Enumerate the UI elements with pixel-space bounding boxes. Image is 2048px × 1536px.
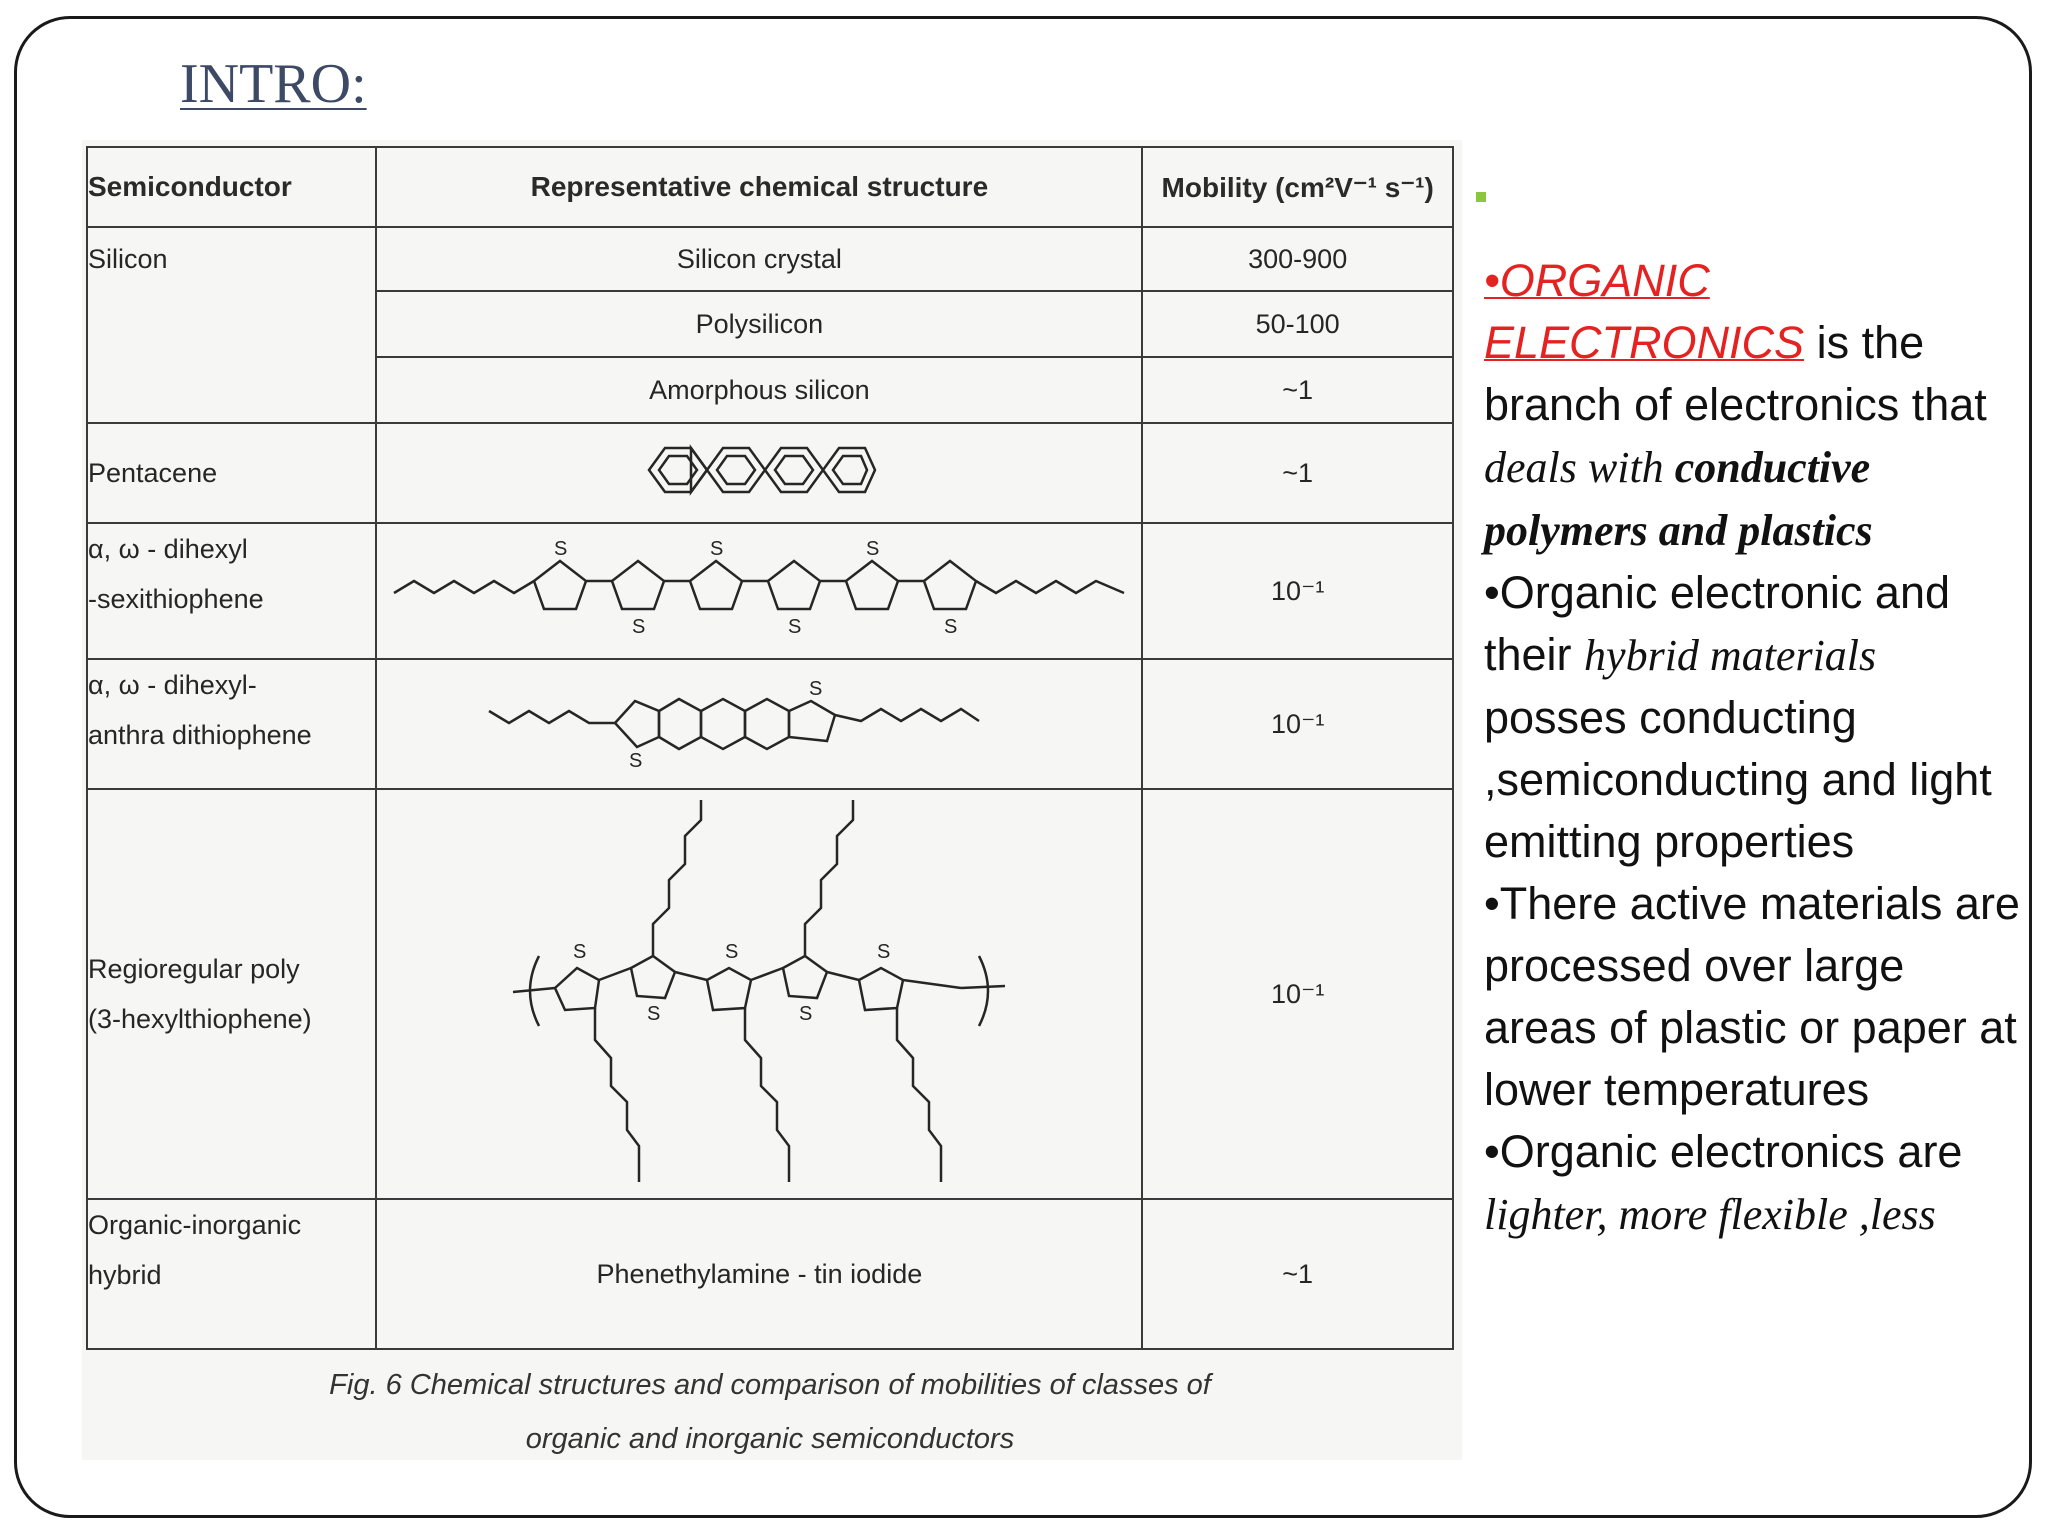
cell-mobility: ~1 [1142, 357, 1453, 423]
header-mobility: Mobility (cm²V⁻¹ s⁻¹) [1142, 147, 1453, 227]
sulfur-label: S [647, 1002, 661, 1025]
p3ht-structure [499, 796, 1019, 1186]
cell-mobility: 10⁻¹ [1142, 659, 1453, 789]
caption-line2: organic and inorganic semiconductors [525, 1423, 1015, 1455]
text-run: •Organic electronics are [1484, 1126, 1963, 1177]
sulfur-label: S [809, 677, 823, 700]
cell-semiconductor: Silicon [87, 227, 376, 423]
sulfur-label: S [554, 537, 568, 560]
text-run: is the branch of electronics that [1484, 317, 1987, 430]
table-row [87, 659, 1453, 789]
sexithiophene-structure [384, 533, 1134, 643]
sulfur-label: S [788, 615, 802, 638]
semiconductor-name-line2: (3-hexylthiophene) [88, 1004, 312, 1034]
table-row [87, 523, 1453, 659]
table-row [87, 227, 1453, 291]
slide-body-text [1484, 250, 2024, 1246]
semiconductor-name-line2: hybrid [88, 1260, 162, 1290]
table-row [87, 1199, 1453, 1349]
sulfur-label: S [629, 749, 643, 771]
cell-mobility: 10⁻¹ [1142, 523, 1453, 659]
sulfur-label: S [710, 537, 724, 560]
table-row [87, 423, 1453, 523]
anthradithiophene-structure [479, 671, 1039, 771]
organic-electronics-term: •ORGANIC ELECTRONICS [1484, 255, 1805, 368]
cell-structure [376, 659, 1142, 789]
text-run-italic: lighter, more flexible ,less [1484, 1190, 1936, 1239]
semiconductor-name-line1: α, ω - dihexyl- [88, 670, 257, 700]
semiconductor-name-line1: Regioregular poly [88, 954, 300, 984]
table-header-row [87, 147, 1453, 227]
cell-structure: Amorphous silicon [376, 357, 1142, 423]
sulfur-label: S [944, 615, 958, 638]
table-row [87, 789, 1453, 1199]
sulfur-label: S [725, 940, 739, 963]
sulfur-label: S [573, 940, 587, 963]
pentacene-structure [639, 430, 879, 510]
cell-mobility: ~1 [1142, 423, 1453, 523]
cell-structure: Phenethylamine - tin iodide [376, 1199, 1142, 1349]
semiconductor-name-line2: -sexithiophene [88, 584, 264, 614]
cell-structure: Silicon crystal [376, 227, 1142, 291]
figure-caption [150, 1358, 1390, 1466]
text-run-italic: deals with [1484, 443, 1675, 492]
cell-semiconductor [87, 523, 376, 659]
semiconductor-name-line1: α, ω - dihexyl [88, 534, 248, 564]
text-run: posses conducting ,semiconducting and light emitting properties [1484, 692, 1992, 867]
semiconductor-name-line1: Organic-inorganic [88, 1210, 302, 1240]
text-run: •There active materials are processed over large areas of plastic or paper at lower temperatures [1484, 878, 2020, 1115]
header-semiconductor: Semiconductor [87, 147, 376, 227]
cell-structure [376, 789, 1142, 1199]
cell-semiconductor [87, 1199, 376, 1349]
cell-mobility: ~1 [1142, 1199, 1453, 1349]
cell-semiconductor [87, 789, 376, 1199]
sulfur-label: S [866, 537, 880, 560]
sulfur-label: S [799, 1002, 813, 1025]
semiconductor-name-line2: anthra dithiophene [88, 720, 312, 750]
cell-mobility: 50-100 [1142, 291, 1453, 357]
bullet-square-icon [1476, 192, 1486, 202]
text-run-italic: hybrid materials [1584, 631, 1877, 680]
caption-line1: Fig. 6 Chemical structures and comparison of mobilities of classes of [329, 1369, 1211, 1401]
cell-semiconductor: Pentacene [87, 423, 376, 523]
cell-structure: Polysilicon [376, 291, 1142, 357]
text-run: •Organic electronic and their [1484, 567, 1950, 680]
cell-mobility: 300-900 [1142, 227, 1453, 291]
cell-structure [376, 523, 1142, 659]
semiconductor-table [86, 146, 1454, 1350]
header-structure: Representative chemical structure [376, 147, 1142, 227]
slide-title: INTRO: [180, 53, 367, 115]
sulfur-label: S [632, 615, 646, 638]
text-run-bold-italic: conductive polymers and plastics [1484, 443, 1873, 555]
cell-semiconductor [87, 659, 376, 789]
cell-structure [376, 423, 1142, 523]
cell-mobility: 10⁻¹ [1142, 789, 1453, 1199]
sulfur-label: S [877, 940, 891, 963]
